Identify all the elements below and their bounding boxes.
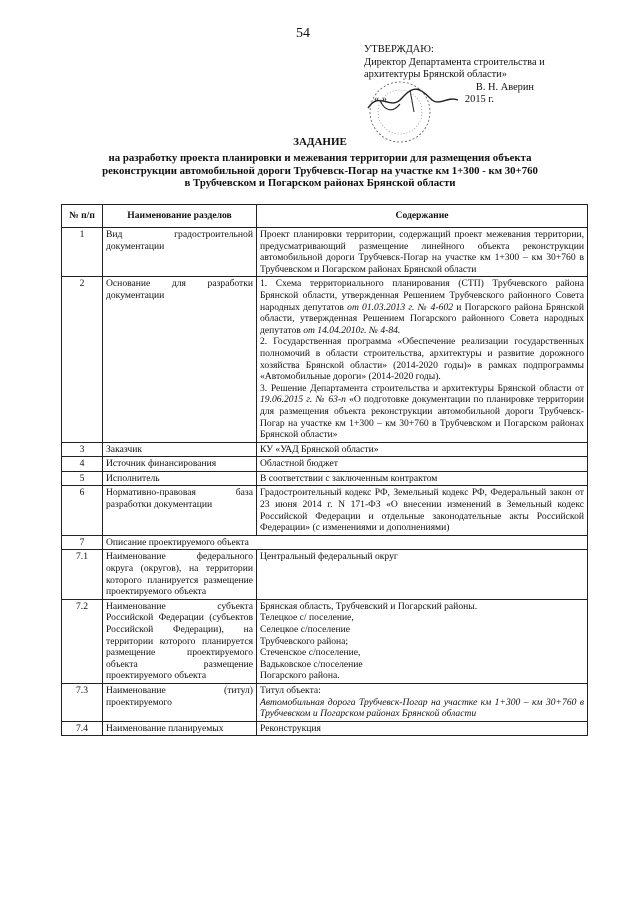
page-number: 54 [296, 26, 310, 41]
row-content [257, 599, 588, 683]
header-number: № п/п [62, 205, 103, 228]
region-line: Стеченское с/поселение, [260, 647, 361, 659]
header-section-name: Наименование разделов [103, 205, 257, 228]
basis-ref: от 01.03.2013 г. № 4-602 [347, 301, 454, 313]
basis-item-2: 2. Государственная программа «Обеспечение реализации государственных полномочий в области строительства, архитектуры и развитие дорожного хозяйства Брянской области» (2014-2020 годы)» в рамках подпрограммы «Автомобильные дороги» (2014-2020 годы). [260, 336, 584, 383]
region-line: Телецкое с/ поселение, [260, 612, 354, 624]
row-number: 7.3 [62, 683, 103, 721]
region-line: Селецкое с/поселение [260, 624, 350, 635]
region-line: Трубчевского района; [260, 635, 349, 647]
row-number: 7.1 [62, 550, 103, 599]
table-row [62, 442, 588, 457]
basis-ref: 19.06.2015 г. № 63-п [260, 394, 346, 406]
row-content: Проект планировки территории, содержащий проект межевания территории, предусматривающий размещение линейного объекта реконструкции автомобильной дороги Трубчевск-Погар на участке км 1+300 – км 30+760 в Трубчевском и Погарском районах Брянской области [257, 228, 588, 277]
row-section-name: Заказчик [103, 442, 257, 457]
row-section-name: Наименование субъекта Российской Федерации (субъектов Российской Федерации), на территории которого планируется размещение проектируемого объекта размещение проектируемого объекта [103, 599, 257, 683]
row-number: 1 [62, 228, 103, 277]
row-content: Центральный федеральный округ [257, 550, 588, 599]
table-row [62, 721, 588, 736]
row-section-name: Исполнитель [103, 471, 257, 486]
row-number: 5 [62, 471, 103, 486]
heading-line2: реконструкции автомобильной дороги Трубчевск-Погар на участке км 1+300 - км 30+760 [102, 164, 538, 177]
basis-text: «О подготовке документации по планировке территории для размещения объекта реконструкции автомобильной дороги Трубчевск-Погар на участке км 1+300 – км 30+760 в Трубчевском и Погарском районах Брянской области» [260, 394, 585, 441]
table-row [62, 486, 588, 535]
signature-row [364, 82, 614, 95]
row-number: 7.2 [62, 599, 103, 683]
row-number: 7.4 [62, 721, 103, 736]
row-number: 2 [62, 277, 103, 442]
header-content: Содержание [257, 205, 588, 228]
basis-ref: от 14.04.2010г. № 4-84. [303, 324, 401, 336]
row-content: Областной бюджет [257, 457, 588, 472]
table-row [62, 550, 588, 599]
heading-line3: в Трубчевском и Погарском районах Брянской области [184, 177, 456, 190]
row-number: 7 [62, 535, 103, 550]
heading-line1: на разработку проекта планировки и межевания территории для размещения объекта [108, 152, 532, 165]
approval-date-day: « » [374, 94, 387, 106]
table-row [62, 228, 588, 277]
row-number: 4 [62, 457, 103, 472]
approval-signer: В. Н. Аверин [475, 81, 534, 93]
approval-position-line2: архитектуры Брянской области» [364, 69, 507, 81]
document-heading [60, 136, 580, 190]
row-section-name: Источник финансирования [103, 457, 257, 472]
row-section-name: Наименование (титул) проектируемого [103, 683, 257, 721]
table-row [62, 535, 588, 550]
table-row [62, 457, 588, 472]
region-line: Брянская область, Трубчевский и Погарский районы. [260, 600, 478, 612]
row-content: Реконструкция [257, 721, 588, 736]
table-row [62, 599, 588, 683]
table-row [62, 471, 588, 486]
row-content: КУ «УАД Брянской области» [257, 442, 588, 457]
row-section-name: Наименование федерального округа (округов), на территории которого планируется размещение проектируемого объекта [103, 550, 257, 599]
table-row [62, 683, 588, 721]
basis-text: 1. Схема территориального планирования (СТП) Трубчевского района Брянской области, утвержденная Решением Трубчевского районного Совета народных депутатов [260, 278, 584, 313]
row-content [257, 277, 588, 442]
table-header-row [62, 205, 588, 228]
table-row [62, 277, 588, 442]
row-section-name: Основание для разработки документации [103, 277, 257, 442]
basis-text: 3. Решение Департамента строительства и архитектуры Брянской области от [260, 382, 584, 394]
row-section-name: Нормативно-правовая база разработки документации [103, 486, 257, 535]
document-title: ЗАДАНИЕ [293, 136, 347, 148]
approval-date-row [364, 94, 614, 107]
region-line: Вадьковское с/поселение [260, 658, 363, 670]
row-section-name: Описание проектируемого объекта [103, 535, 588, 550]
approval-title: УТВЕРЖДАЮ: [364, 44, 434, 55]
object-title-label: Титул объекта: [260, 684, 321, 696]
approval-date-year: 2015 г. [464, 94, 494, 106]
basis-text: и Погарского района Брянской области, утвержденная Решением Погарского районного Совета народных депутатов [260, 301, 584, 336]
row-content: Градостроительный кодекс РФ, Земельный кодекс РФ, Федеральный закон от 23 июня 2014 г. N 171-ФЗ «О внесении изменений в Земельный кодекс Российской Федерации и отдельные законодательные акты Российской Федерации» (с изменениями и дополнениями) [257, 486, 588, 535]
region-line: Погарского района. [260, 670, 340, 682]
approval-position-line1: Директор Департамента строительства и [364, 56, 545, 68]
row-content: В соответствии с заключенным контрактом [257, 471, 588, 486]
object-title-value: Автомобильная дорога Трубчевск-Погар на участке км 1+300 – км 30+760 в Трубчевском и Погарском районах Брянской области [260, 696, 584, 720]
task-table [61, 204, 588, 736]
row-number: 6 [62, 486, 103, 535]
row-number: 3 [62, 442, 103, 457]
row-section-name: Вид градостроительной документации [103, 228, 257, 277]
row-section-name: Наименование планируемых [103, 721, 257, 736]
row-content [257, 683, 588, 721]
approval-block [364, 44, 614, 107]
basis-item-1 [260, 278, 584, 336]
basis-item-3 [260, 383, 584, 441]
